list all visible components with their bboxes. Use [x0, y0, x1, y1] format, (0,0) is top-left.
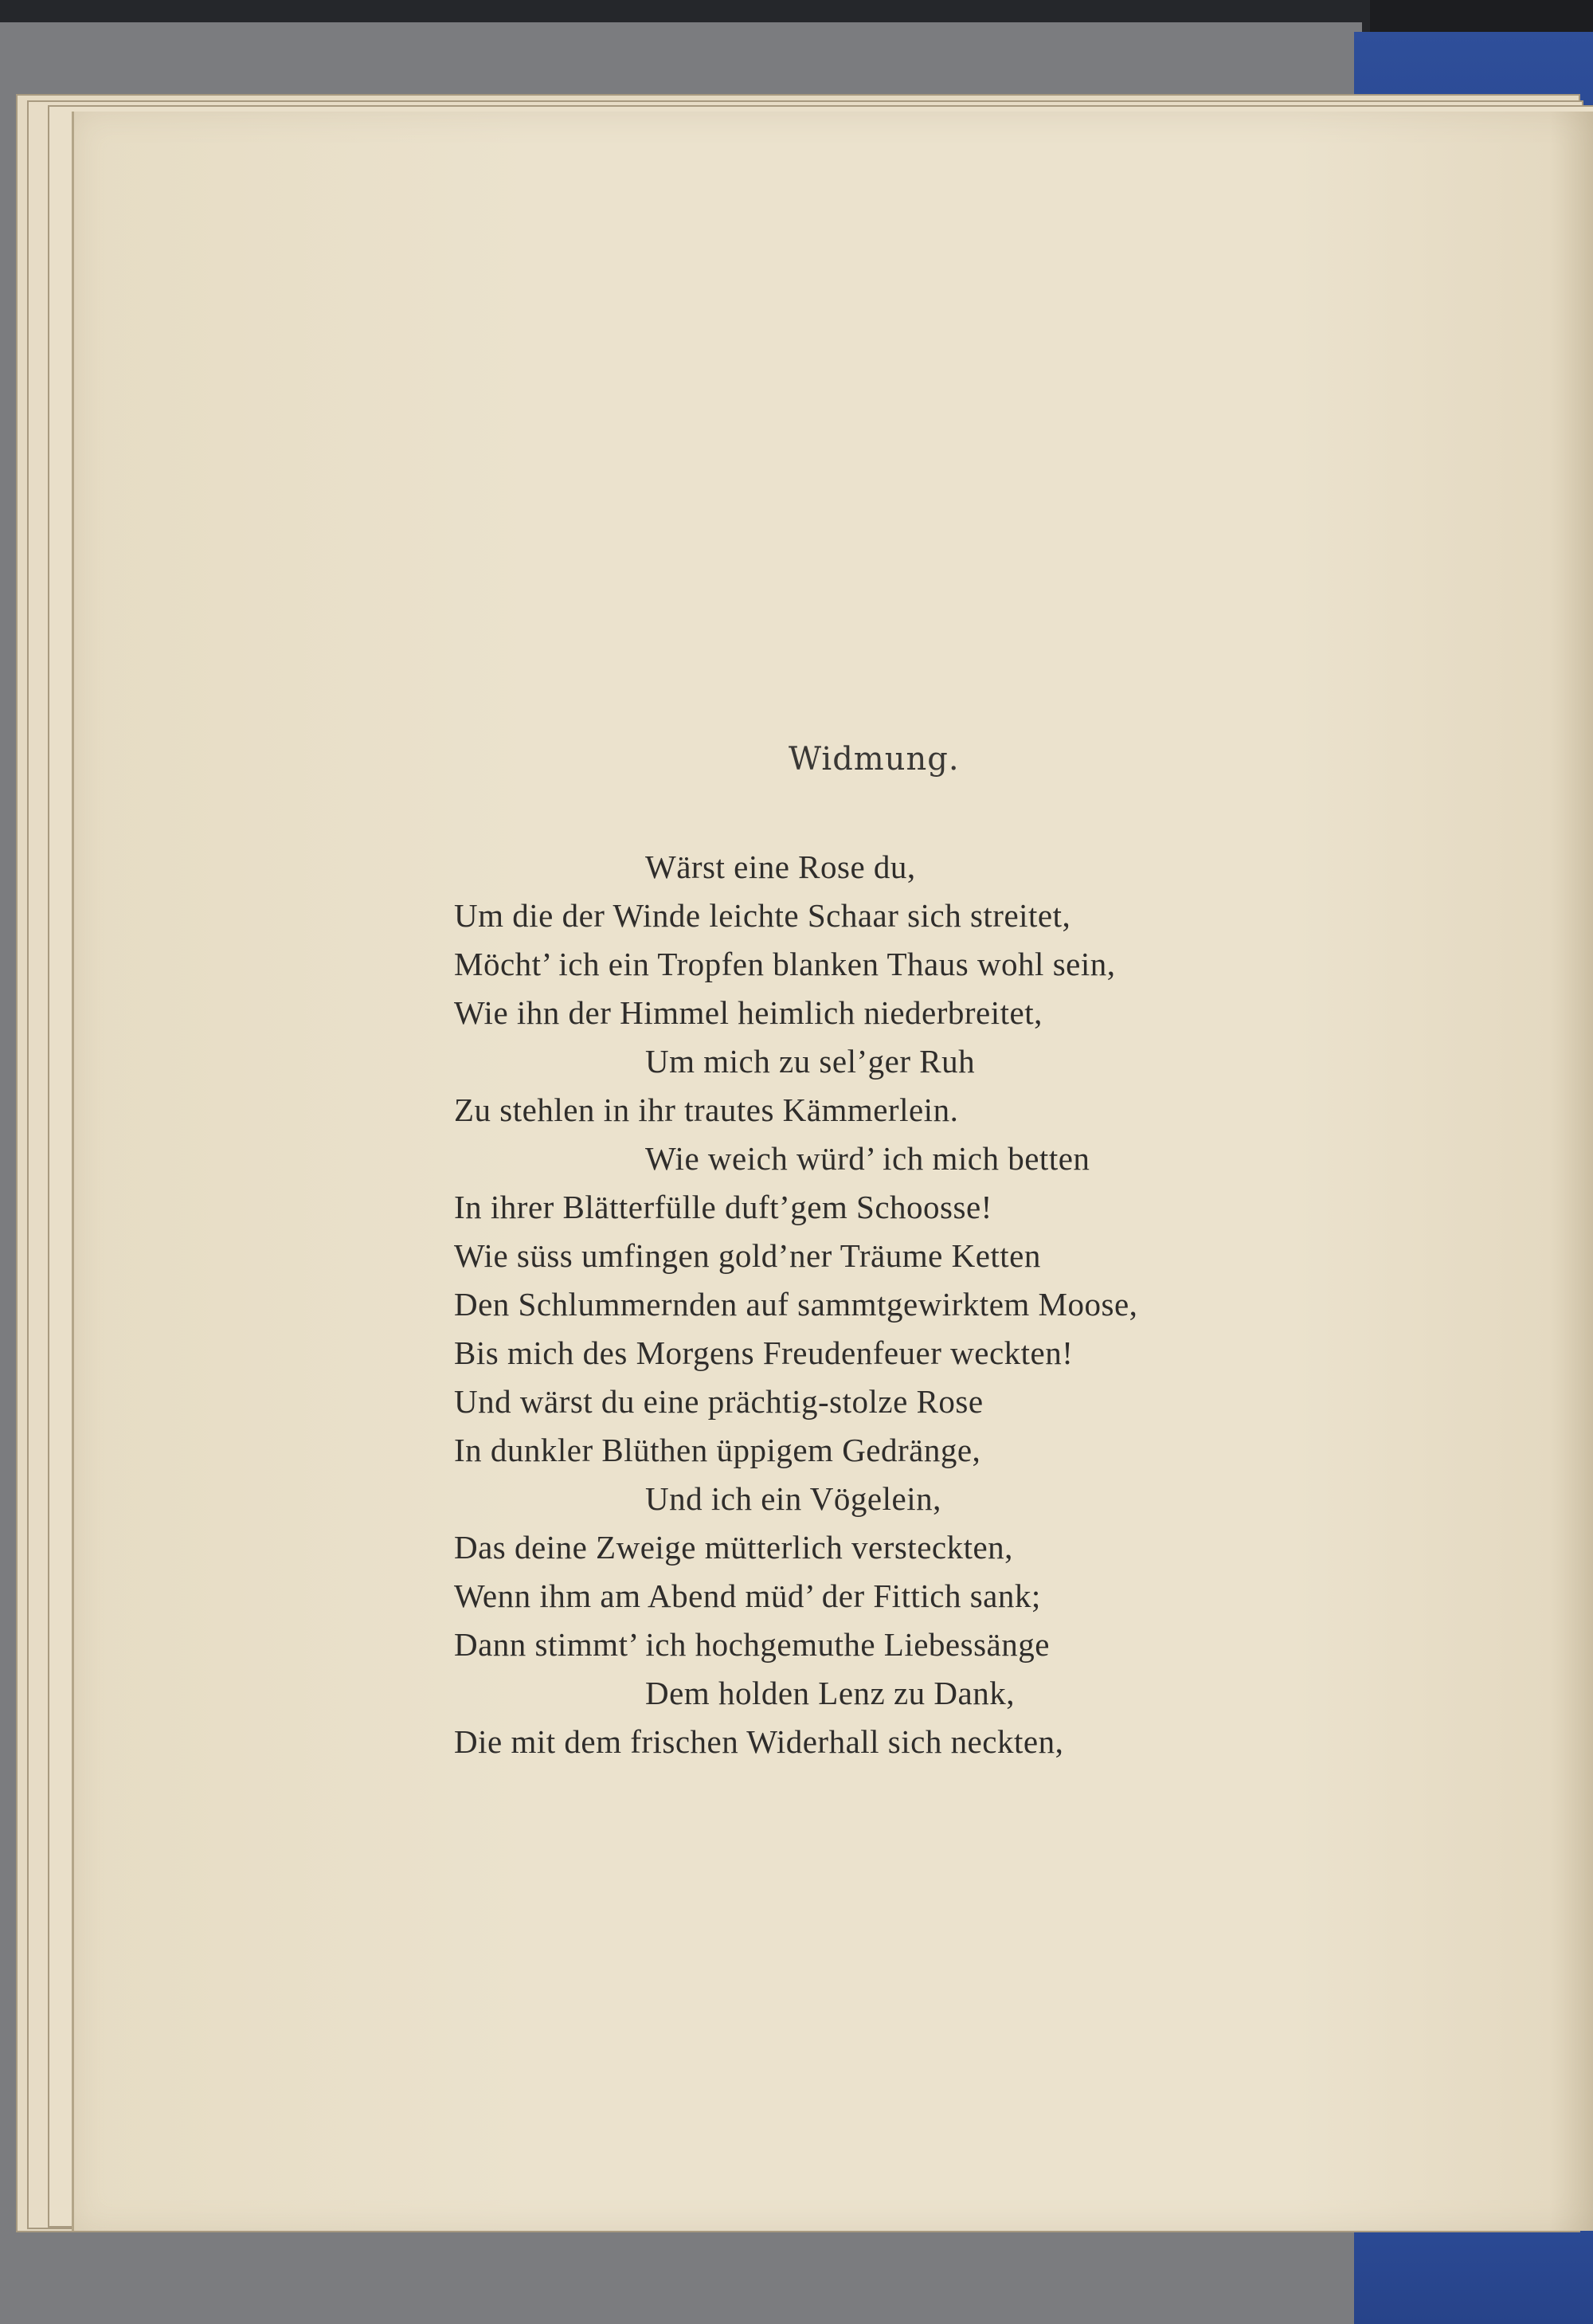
poem-line: Wärst eine Rose du,	[645, 848, 916, 885]
poem-line: Und wärst du eine prächtig-stolze Rose	[454, 1383, 984, 1420]
poem-line: In dunkler Blüthen üppigem Gedränge,	[454, 1432, 981, 1468]
poem-line: Das deine Zweige mütterlich versteckten,	[454, 1529, 1013, 1566]
poem-line: Dann stimmt’ ich hochgemuthe Liebessänge	[454, 1626, 1050, 1663]
poem-line: In ihrer Blätterfülle duft’gem Schoosse!	[454, 1189, 992, 1225]
poem-line: Den Schlummernden auf sammtgewirktem Moose,	[454, 1286, 1138, 1323]
poem-line: Möcht’ ich ein Tropfen blanken Thaus wohl sein,	[454, 946, 1116, 982]
background-strip	[1370, 0, 1593, 32]
page-title: Widmung.	[789, 741, 960, 778]
poem-line: Wenn ihm am Abend müd’ der Fittich sank;	[454, 1577, 1041, 1614]
poem-line: Und ich ein Vögelein,	[645, 1480, 941, 1517]
poem-line: Zu stehlen in ihr trautes Kämmerlein.	[454, 1091, 959, 1128]
poem-line: Um die der Winde leichte Schaar sich streitet,	[454, 897, 1071, 934]
poem-line: Um mich zu sel’ger Ruh	[645, 1043, 976, 1080]
poem-line: Wie ihn der Himmel heimlich niederbreitet,	[454, 994, 1043, 1031]
poem	[454, 843, 1137, 1766]
poem-line: Wie weich würd’ ich mich betten	[645, 1140, 1090, 1177]
poem-line: Wie süss umfingen gold’ner Träume Ketten	[454, 1237, 1041, 1274]
poem-line: Dem holden Lenz zu Dank,	[645, 1675, 1015, 1711]
poem-line: Die mit dem frischen Widerhall sich neckten,	[454, 1723, 1064, 1760]
poem-line: Bis mich des Morgens Freudenfeuer weckten!	[454, 1334, 1074, 1371]
